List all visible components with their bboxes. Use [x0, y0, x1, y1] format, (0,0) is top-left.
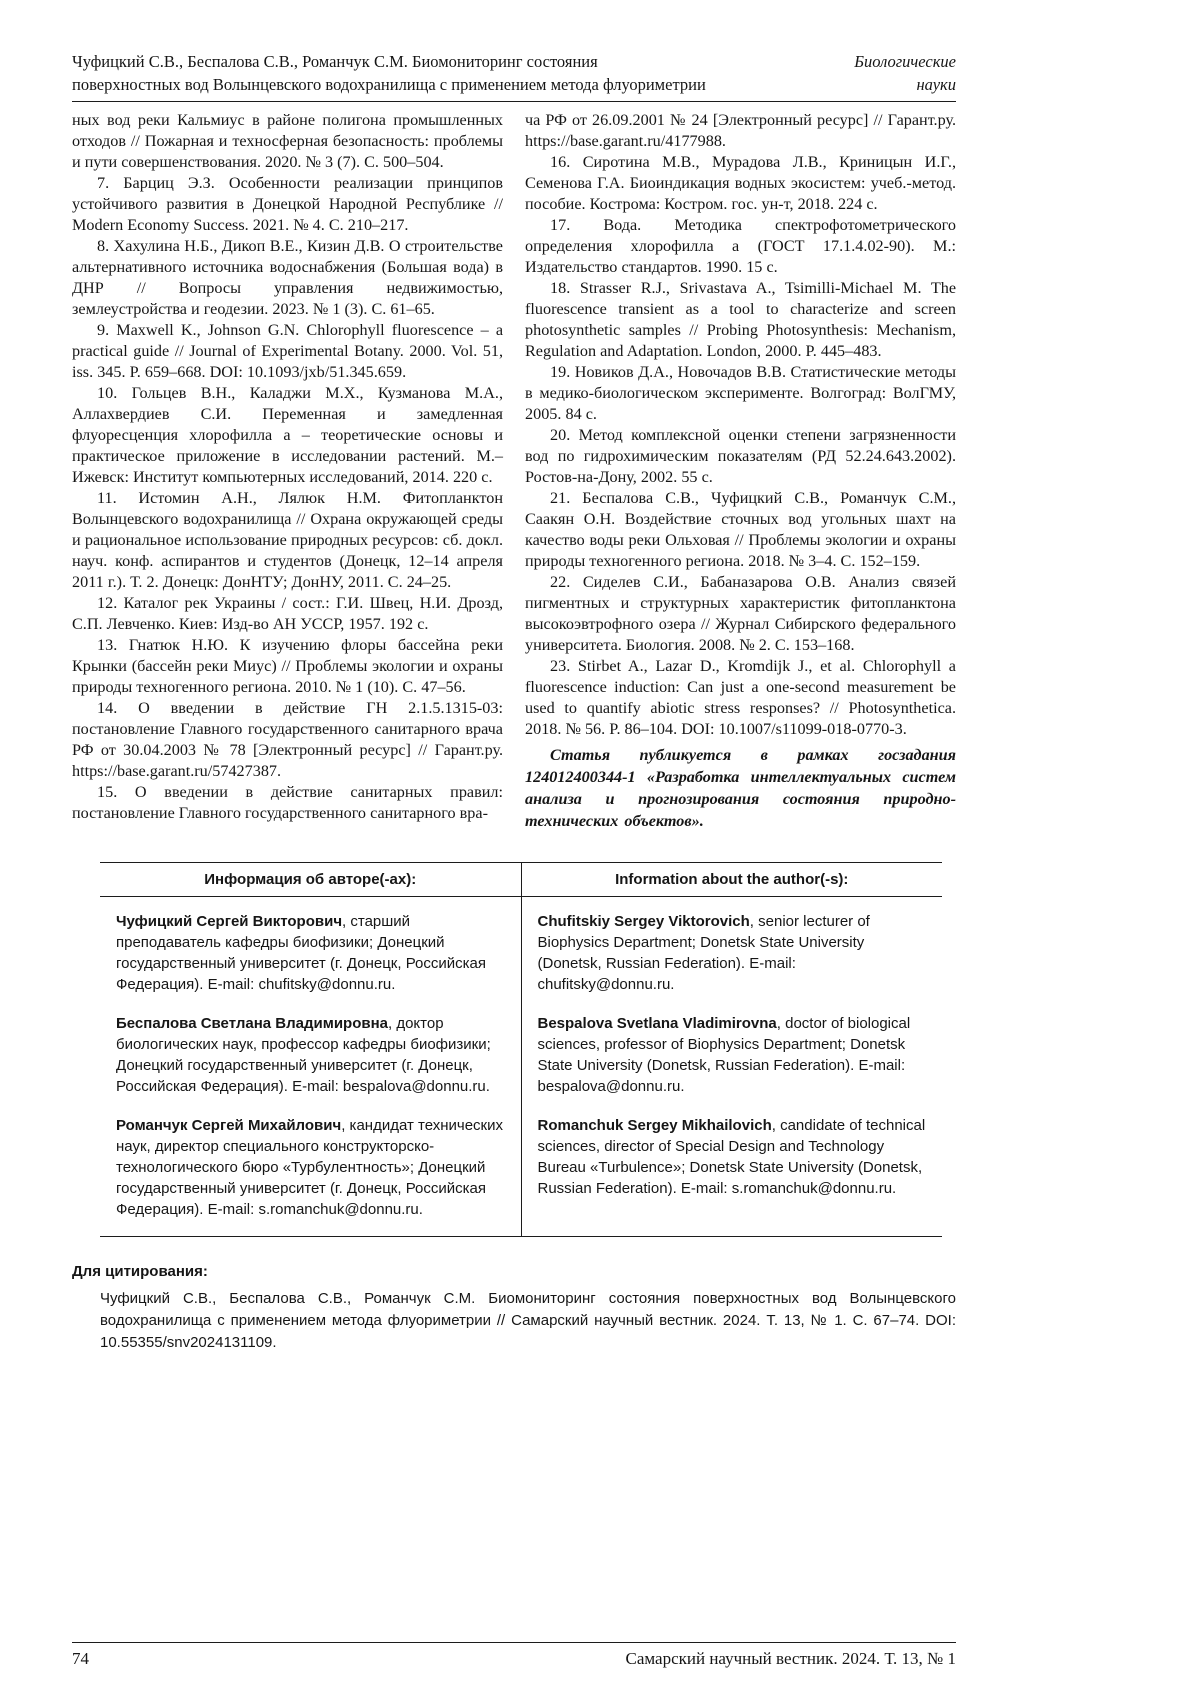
- page-footer: [72, 1642, 956, 1669]
- reference-entry: 15. О введении в действие санитарных правил: постановление Главного государственного санитарного вра-: [72, 783, 503, 822]
- reference-entry: 16. Сиротина М.В., Мурадова Л.В., Криницын И.Г., Семенова Г.А. Биоиндикация водных экосистем: учеб.-метод. пособие. Кострома: Костром. гос. ун-т, 2018. 224 с.: [525, 153, 956, 213]
- author-details-en: , doctor of biological sciences, professor of Biophysics Department; Donetsk State University (Donetsk, Russian Federation). E-mail: bespalova@donnu.ru.: [537, 1015, 911, 1095]
- reference-entry: 22. Сиделев С.И., Бабаназарова О.В. Анализ связей пигментных и структурных характеристик фитопланктона высокоэвтрофного озера // Журнал Сибирского федерального университета. Биология. 2008. № 2. С. 153–168.: [525, 573, 956, 654]
- author-details-en: , candidate of technical sciences, director of Special Design and Technology Bureau «Turbulence»; Donetsk State University (Donetsk, Russian Federation). E-mail: s.romanchuk@donnu.ru.: [537, 1117, 926, 1197]
- citation-text: Чуфицкий С.В., Беспалова С.В., Романчук С.М. Биомониторинг состояния поверхностных вод Волынцевского водохранилища с применением метода флуориметрии // Самарский научный вестник. 2024. Т. 13, № 1. С. 67–74. DOI: 10.55355/snv2024131109.: [100, 1290, 956, 1351]
- running-title-line1: Чуфицкий С.В., Беспалова С.В., Романчук С.М. Биомониторинг состояния: [72, 52, 598, 71]
- reference-entry: 10. Гольцев В.Н., Каладжи М.Х., Кузманова М.А., Аллахвердиев С.И. Переменная и замедленная флуоресценция хлорофилла a – теоретические основы и практическое приложение в исследовании растений. М.–Ижевск: Институт компьютерных исследований, 2014. 220 с.: [72, 384, 503, 486]
- section-label-line1: Биологические: [854, 52, 956, 71]
- authors-table-header-ru: Информация об авторе(-ах):: [100, 863, 521, 897]
- table-row: [100, 897, 942, 1005]
- references-left-column: [72, 110, 503, 832]
- author-details-en: , senior lecturer of Biophysics Department; Donetsk State University (Donetsk, Russian Federation). E-mail: chufitsky@donnu.ru.: [537, 913, 870, 993]
- reference-entry: 17. Вода. Методика спектрофотометрического определения хлорофилла a (ГОСТ 17.1.4.02-90). М.: Издательство стандартов. 1990. 15 с.: [525, 216, 956, 276]
- author-info-ru: [100, 897, 521, 1005]
- author-name-ru: Чуфицкий Сергей Викторович: [116, 913, 343, 930]
- author-info-ru: [100, 1106, 521, 1237]
- authors-table-header-en: Information about the author(-s):: [521, 863, 942, 897]
- reference-entry: 9. Maxwell K., Johnson G.N. Chlorophyll fluorescence – a practical guide // Journal of Experimental Botany. 2000. Vol. 51, iss. 345. P. 659–668. DOI: 10.1093/jxb/51.345.659.: [72, 321, 503, 381]
- author-name-en: Romanchuk Sergey Mikhailovich: [537, 1117, 772, 1134]
- author-details-ru: , доктор биологических наук, профессор кафедры биофизики; Донецкий государственный университет (г. Донецк, Российская Федерация). E-mail: bespalova@donnu.ru.: [116, 1015, 491, 1095]
- section-label: [854, 50, 956, 96]
- author-name-ru: Романчук Сергей Михайлович: [116, 1117, 342, 1134]
- author-info-en: [521, 1106, 942, 1237]
- running-title-line2: поверхностных вод Волынцевского водохранилища с применением метода флуориметрии: [72, 75, 706, 94]
- author-details-ru: , старший преподаватель кафедры биофизики; Донецкий государственный университет (г. Донецк, Российская Федерация). E-mail: chufitsky@donnu.ru.: [116, 913, 486, 993]
- authors-info-table: [100, 862, 942, 1237]
- reference-entry: ча РФ от 26.09.2001 № 24 [Электронный ресурс] // Гарант.ру. https://base.garant.ru/4177988.: [525, 111, 956, 150]
- journal-reference: Самарский научный вестник. 2024. Т. 13, № 1: [625, 1649, 956, 1668]
- page-number: 74: [72, 1649, 89, 1668]
- table-row: [100, 1106, 942, 1237]
- author-info-en: [521, 1004, 942, 1106]
- reference-entry: 21. Беспалова С.В., Чуфицкий С.В., Романчук С.М., Саакян О.Н. Воздействие сточных вод угольных шахт на качество воды реки Ольховая // Проблемы экологии и охраны природы техногенного региона. 2018. № 3–4. С. 152–159.: [525, 489, 956, 570]
- funding-note: Статья публикуется в рамках госзадания 124012400344-1 «Разработка интеллектуальных систем анализа и прогнозирования состояния природно-технических объектов».: [525, 746, 956, 830]
- reference-entry: 19. Новиков Д.А., Новочадов В.В. Статистические методы в медико-биологическом эксперименте. Волгоград: ВолГМУ, 2005. 84 с.: [525, 363, 956, 423]
- references-section: [72, 110, 956, 832]
- author-name-en: Chufitskiy Sergey Viktorovich: [537, 913, 750, 930]
- citation-label: Для цитирования:: [72, 1263, 208, 1280]
- reference-entry: 12. Каталог рек Украины / сост.: Г.И. Швец, Н.И. Дрозд, С.П. Левченко. Киев: Изд-во АН УССР, 1957. 192 с.: [72, 594, 503, 633]
- table-row: [100, 1004, 942, 1106]
- citation-block: [72, 1263, 956, 1354]
- references-right-column: [525, 110, 956, 832]
- authors-table-header-row: [100, 863, 942, 897]
- reference-entry: 23. Stirbet A., Lazar D., Kromdijk J., et al. Chlorophyll a fluorescence induction: Can just a one-second measurement be used to quantify abiotic stress responses? // Photosynthetica. 2018. № 56. P. 86–104. DOI: 10.1007/s11099-018-0770-3.: [525, 657, 956, 738]
- author-details-ru: , кандидат технических наук, директор специального конструкторско-технологического бюро «Турбулентность»; Донецкий государственный университет (г. Донецк, Российская Федерация). E-mail: s.romanchuk@donnu.ru.: [116, 1117, 503, 1218]
- running-title: [72, 50, 706, 96]
- reference-entry: 13. Гнатюк Н.Ю. К изучению флоры бассейна реки Крынки (бассейн реки Миус) // Проблемы экологии и охраны природы техногенного региона. 2010. № 1 (10). С. 47–56.: [72, 636, 503, 696]
- reference-entry: ных вод реки Кальмиус в районе полигона промышленных отходов // Пожарная и техносферная безопасность: проблемы и пути совершенствования. 2020. № 3 (7). С. 500–504.: [72, 111, 503, 171]
- reference-entry: 8. Хахулина Н.Б., Дикоп В.Е., Кизин Д.В. О строительстве альтернативного источника водоснабжения (Большая вода) в ДНР // Вопросы управления недвижимостью, землеустройства и геодезии. 2023. № 1 (3). С. 61–65.: [72, 237, 503, 318]
- page: [72, 0, 956, 1697]
- reference-entry: 18. Strasser R.J., Srivastava A., Tsimilli-Michael M. The fluorescence transient as a tool to characterize and screen photosynthetic samples // Probing Photosynthesis: Mechanism, Regulation and Adaptation. London, 2000. P. 445–483.: [525, 279, 956, 360]
- author-info-en: [521, 897, 942, 1005]
- reference-entry: 20. Метод комплексной оценки степени загрязненности вод по гидрохимическим показателям (РД 52.24.643.2002). Ростов-на-Дону, 2002. 55 с.: [525, 426, 956, 486]
- reference-entry: 11. Истомин А.Н., Лялюк Н.М. Фитопланктон Волынцевского водохранилища // Охрана окружающей среды и рациональное использование природных ресурсов: сб. докл. науч. конф. аспирантов и студентов (Донецк, 12–14 апреля 2011 г.). Т. 2. Донецк: ДонНТУ; ДонНУ, 2011. С. 24–25.: [72, 489, 503, 591]
- author-name-en: Bespalova Svetlana Vladimirovna: [537, 1015, 777, 1032]
- author-info-ru: [100, 1004, 521, 1106]
- section-label-line2: науки: [916, 75, 956, 94]
- reference-entry: 7. Барциц Э.З. Особенности реализации принципов устойчивого развития в Донецкой Народной Республике // Modern Economy Success. 2021. № 4. С. 210–217.: [72, 174, 503, 234]
- author-name-ru: Беспалова Светлана Владимировна: [116, 1015, 388, 1032]
- page-header: [72, 0, 956, 102]
- reference-entry: 14. О введении в действие ГН 2.1.5.1315-03: постановление Главного государственного санитарного врача РФ от 30.04.2003 № 78 [Электронный ресурс] // Гарант.ру. https://base.garant.ru/57427387.: [72, 699, 503, 780]
